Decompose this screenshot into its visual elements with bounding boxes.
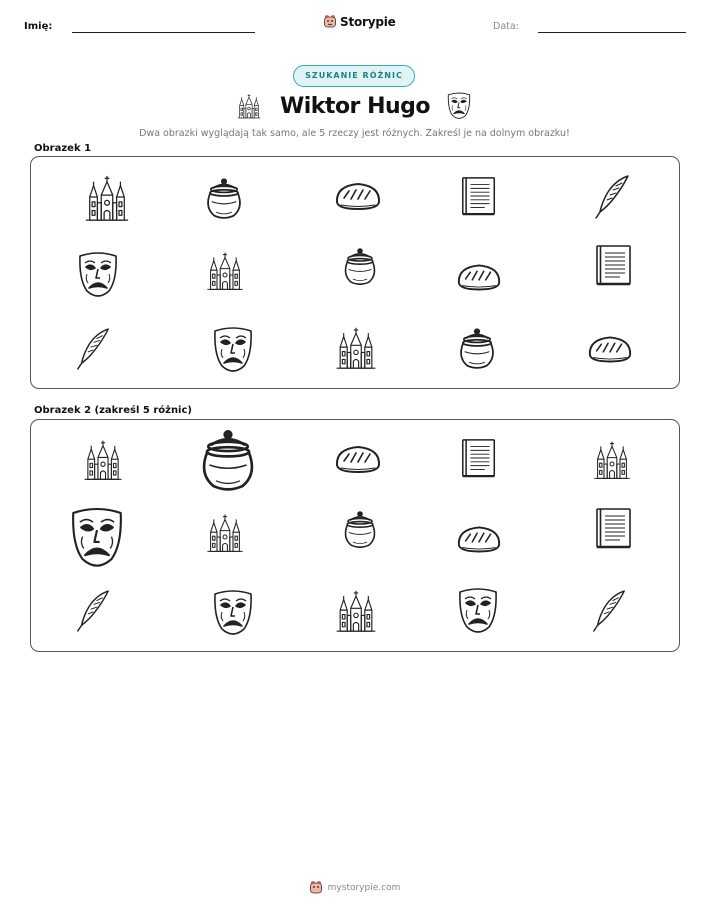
pot-icon <box>340 506 380 554</box>
cathedral-icon <box>82 174 132 222</box>
page-title: Wiktor Hugo <box>279 94 430 119</box>
pot-icon <box>202 175 246 223</box>
storypie-footer-logo-icon <box>309 880 323 895</box>
title-theater-mask-icon <box>446 91 472 125</box>
brand-name: Storypie <box>340 14 396 29</box>
pot-icon <box>455 324 499 374</box>
theater-mask-icon <box>76 250 120 300</box>
cathedral-icon <box>82 436 124 484</box>
picture2-label: Obrazek 2 (zakreśl 5 różnic) <box>34 405 192 416</box>
footer <box>0 880 709 895</box>
title-cathedral-icon <box>236 91 262 125</box>
cathedral-icon <box>205 510 245 556</box>
name-field-line[interactable] <box>72 32 255 33</box>
book-icon <box>592 242 636 288</box>
cathedral-icon <box>592 436 632 484</box>
footer-site[interactable]: mystorypie.com <box>327 882 401 893</box>
date-field-line[interactable] <box>538 32 686 33</box>
theater-mask-icon <box>456 586 500 636</box>
theater-mask-icon <box>68 505 126 571</box>
book-icon <box>458 436 500 480</box>
book-icon <box>458 174 500 218</box>
quill-icon <box>74 588 112 634</box>
quill-icon <box>74 326 112 372</box>
book-icon <box>592 505 636 551</box>
name-label: Imię: <box>24 21 53 32</box>
pot-icon <box>195 428 261 494</box>
pot-icon <box>340 243 380 291</box>
brand-logo <box>323 14 396 29</box>
cathedral-icon <box>334 586 378 636</box>
activity-badge: SZUKANIE RÓŻNIC <box>293 65 415 87</box>
quill-icon <box>590 588 628 634</box>
date-label: Data: <box>493 21 519 32</box>
theater-mask-icon <box>211 325 255 375</box>
cathedral-icon <box>205 248 245 294</box>
bread-icon <box>586 331 634 367</box>
bread-icon <box>455 520 503 558</box>
theater-mask-icon <box>211 588 255 638</box>
quill-icon <box>592 174 632 220</box>
picture1-label: Obrazek 1 <box>34 143 92 154</box>
instructions: Dwa obrazki wyglądają tak samo, ale 5 rzeczy jest różnych. Zakreśl je na dolnym obrazku! <box>139 128 570 139</box>
cathedral-icon <box>334 323 378 373</box>
bread-icon <box>455 258 503 296</box>
bread-icon <box>333 178 383 214</box>
storypie-logo-icon <box>323 14 337 29</box>
bread-icon <box>333 441 383 477</box>
